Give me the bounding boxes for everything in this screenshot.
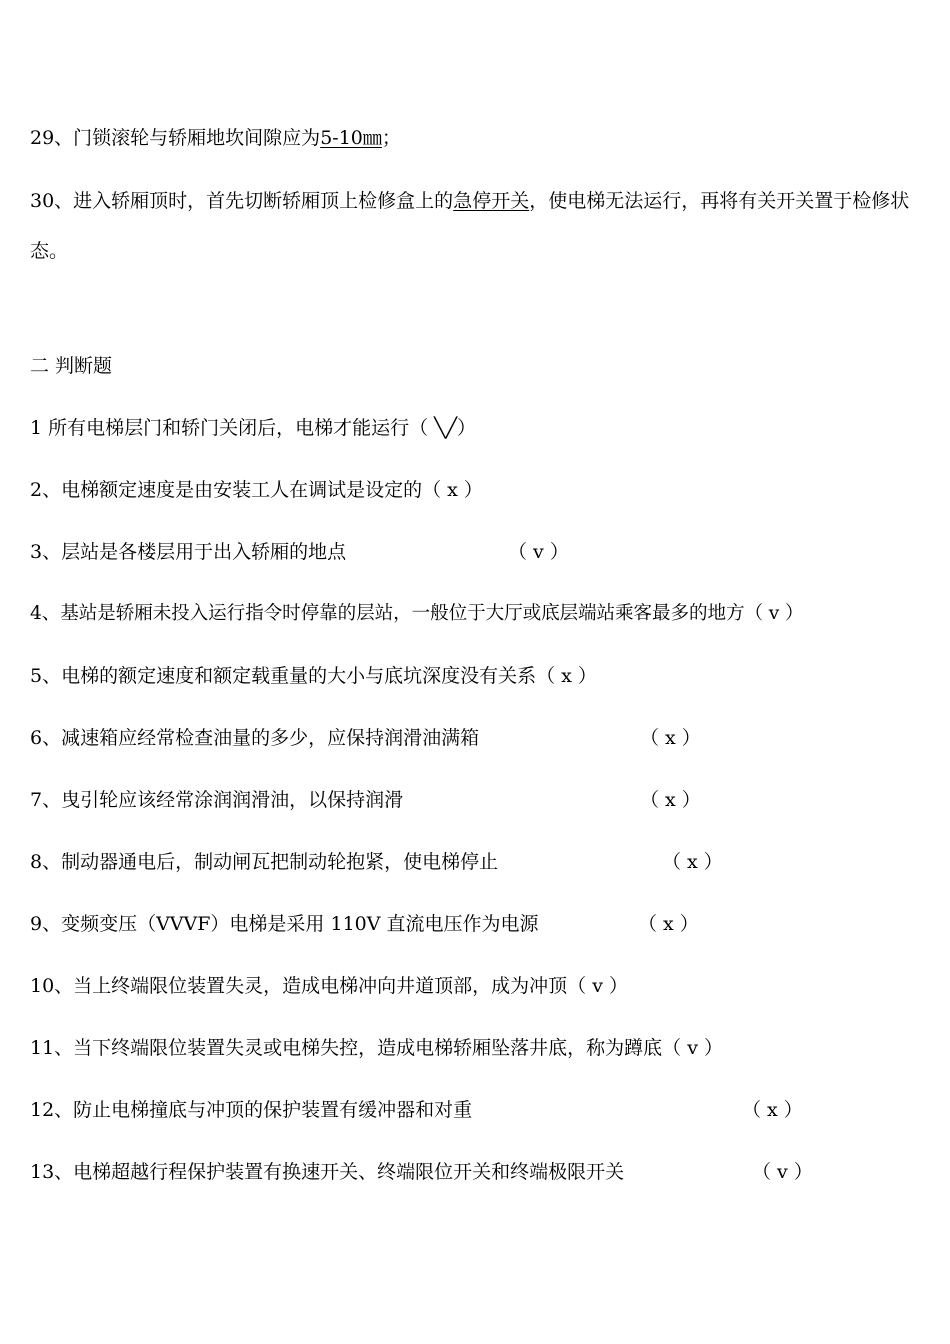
answer-mark: （ v ） bbox=[752, 1161, 813, 1183]
question-text: 5、电梯的额定速度和额定载重量的大小与底坑深度没有关系（ bbox=[30, 665, 556, 687]
question-29 bbox=[30, 126, 401, 150]
answer-mark: （ x ） bbox=[742, 1099, 803, 1121]
question-text: 6、减速箱应经常检查油量的多少，应保持润滑油满箱 bbox=[30, 727, 480, 749]
question-text: 9、变频变压（VVVF）电梯是采用 110V 直流电压作为电源 bbox=[30, 913, 539, 935]
question-text: 4、基站是轿厢未投入运行指令时停靠的层站，一般位于大厅或底层端站乘客最多的地方（ bbox=[30, 603, 763, 624]
question-text: 1 所有电梯层门和轿门关闭后，电梯才能运行（ bbox=[30, 417, 429, 439]
question-text: 13、电梯超越行程保护装置有换速开关、终端限位开关和终端极限开关 bbox=[30, 1161, 625, 1183]
question-30-suffix: ，使电梯无法运行，再将有关开关置于检修状态。 bbox=[30, 190, 910, 262]
question-text: 10、当上终端限位装置失灵，造成电梯冲向井道顶部，成为冲顶（ bbox=[30, 975, 587, 997]
judgement-question-7 bbox=[30, 788, 935, 812]
answer-mark: x ） bbox=[441, 479, 483, 501]
judgement-question-11 bbox=[30, 1036, 723, 1060]
question-30 bbox=[30, 176, 935, 276]
question-text: 7、曳引轮应该经常涂润润滑油，以保持润滑 bbox=[30, 789, 404, 811]
question-text: 11、当下终端限位装置失灵或电梯失控，造成电梯轿厢坠落井底，称为蹲底（ bbox=[30, 1037, 682, 1059]
question-text: 3、层站是各楼层用于出入轿厢的地点 bbox=[30, 541, 347, 563]
question-30-answer: 急停开关 bbox=[453, 190, 530, 212]
answer-mark: v ） bbox=[681, 1037, 724, 1059]
answer-mark: （ x ） bbox=[662, 851, 723, 873]
judgement-question-6 bbox=[30, 726, 935, 750]
answer-mark: x ） bbox=[555, 665, 597, 687]
judgement-question-5 bbox=[30, 664, 597, 688]
judgement-question-1 bbox=[30, 416, 476, 440]
judgement-question-2 bbox=[30, 478, 483, 502]
question-29-prefix: 29、门锁滚轮与轿厢地坎间隙应为 bbox=[30, 127, 321, 149]
question-30-prefix: 30、进入轿厢顶时，首先切断轿厢顶上检修盒上的 bbox=[30, 190, 454, 212]
answer-mark: （ x ） bbox=[640, 789, 701, 811]
question-29-answer: 5-10㎜ bbox=[320, 127, 382, 149]
judgement-question-9 bbox=[30, 912, 935, 936]
judgement-question-8 bbox=[30, 850, 935, 874]
question-text: 8、制动器通电后，制动闸瓦把制动轮抱紧，使电梯停止 bbox=[30, 851, 499, 873]
question-29-suffix: ； bbox=[381, 127, 401, 149]
judgement-question-12 bbox=[30, 1098, 935, 1122]
judgement-question-10 bbox=[30, 974, 628, 998]
question-text: 2、电梯额定速度是由安装工人在调试是设定的（ bbox=[30, 479, 442, 501]
answer-mark: v ） bbox=[586, 975, 629, 997]
question-text: 12、防止电梯撞底与冲顶的保护装置有缓冲器和对重 bbox=[30, 1099, 473, 1121]
section-title: 二 判断题 bbox=[30, 355, 113, 377]
answer-mark: ╲╱） bbox=[428, 417, 477, 439]
answer-mark: （ x ） bbox=[638, 913, 699, 935]
judgement-question-3 bbox=[30, 540, 935, 564]
answer-mark: v ） bbox=[763, 603, 804, 624]
answer-mark: （ v ） bbox=[508, 541, 569, 563]
judgement-question-13 bbox=[30, 1160, 935, 1184]
answer-mark: （ x ） bbox=[640, 727, 701, 749]
judgement-question-4 bbox=[30, 602, 804, 626]
